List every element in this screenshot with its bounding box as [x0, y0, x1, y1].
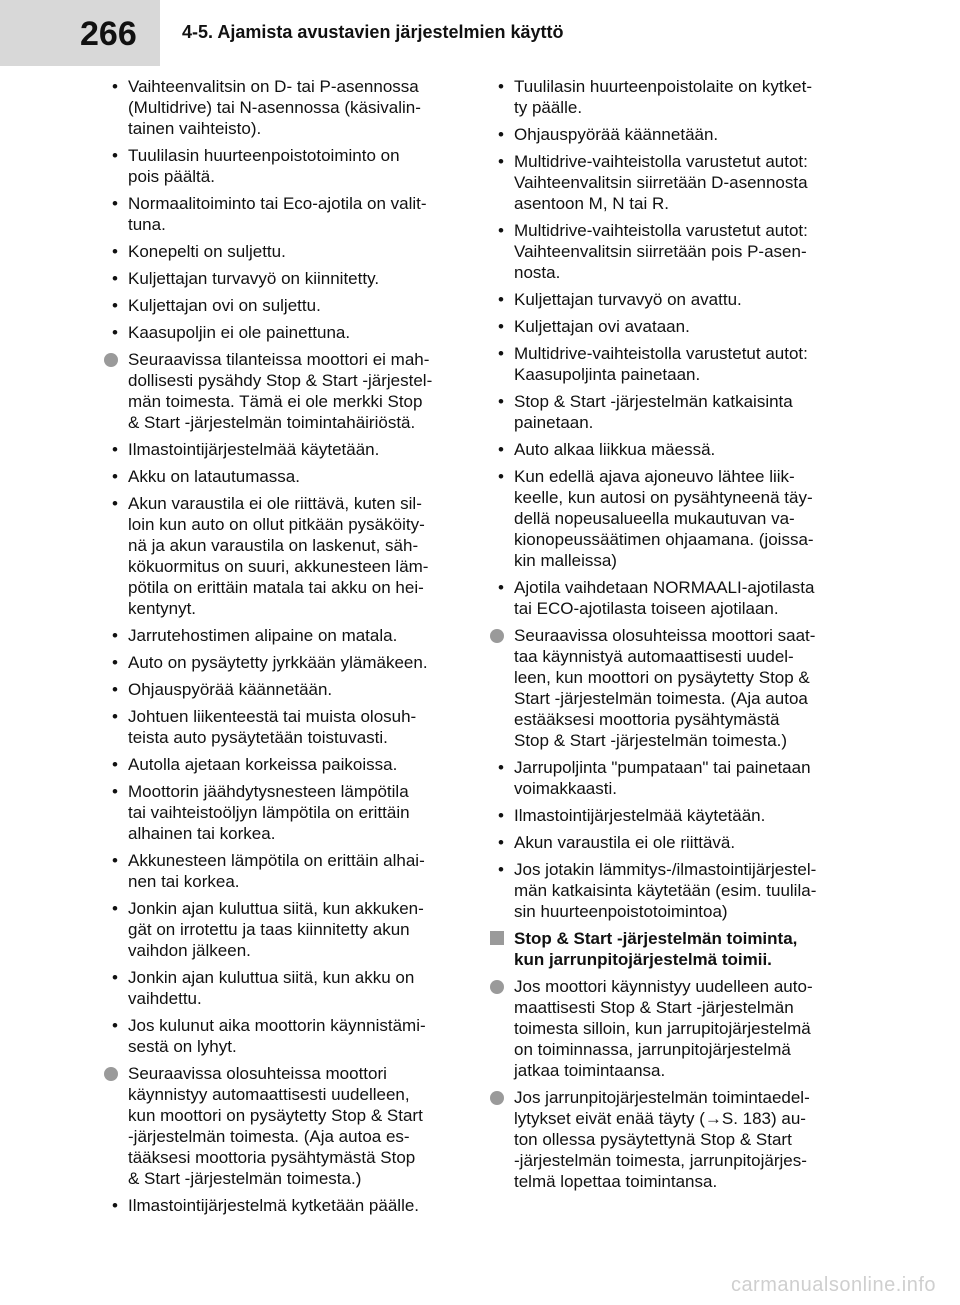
- list-item-text: Akku on latautumassa.: [128, 467, 300, 486]
- circle-bullet-icon: [490, 1091, 504, 1105]
- left-column: [104, 76, 464, 1222]
- bullet-marker: •: [498, 392, 504, 411]
- list-item-text: Stop & Start -järjestelmän toiminta, kun jarrunpitojärjestelmä toimii.: [514, 929, 798, 969]
- list-item: [490, 151, 850, 214]
- list-item-text: Johtuen liikenteestä tai muista olosuh- teista auto pysäytetään toistuvasti.: [128, 707, 417, 747]
- list-item-text: Akun varaustila ei ole riittävä, kuten sil- loin kun auto on ollut pitkään pysäköity- nä ja akun varaustila on laskenut, säh- kökuormitus on suuri, akkunesteen läm- pötila on erittäin matala tai akku on hei- kentynyt.: [128, 494, 429, 618]
- bullet-marker: •: [498, 77, 504, 96]
- list-item-text: Jarrupoljinta "pumpataan" tai painetaan voimakkaasti.: [514, 758, 811, 798]
- list-item-text: Auto alkaa liikkua mäessä.: [514, 440, 716, 459]
- list-item-text: Autolla ajetaan korkeissa paikoissa.: [128, 755, 398, 774]
- bullet-marker: •: [112, 782, 118, 801]
- list-item-text: Akkunesteen lämpötila on erittäin alhai- nen tai korkea.: [128, 851, 425, 891]
- list-item-text: Jos jotakin lämmitys-/ilmastointijärjestel- män katkaisinta käytetään (esim. tuulila- sin huurteenpoistotoimintoa): [514, 860, 817, 921]
- bullet-marker: •: [112, 194, 118, 213]
- bullet-marker: •: [498, 467, 504, 486]
- list-item-text: Jos jarrunpitojärjestelmän toimintaedel- lytykset eivät enää täyty (→S. 183) au- ton ollessa pysäytettynä Stop & Start -järjestelmän toimesta, jarrunpitojärjes- telmä lopettaa toimintansa.: [514, 1088, 810, 1191]
- list-item-text: Jos moottori käynnistyy uudelleen auto- maattisesti Stop & Start -järjestelmän toimesta silloin, kun jarrupitojärjestelmä on toiminnassa, jarrunpitojärjestelmä jatkaa toimintaansa.: [514, 977, 813, 1080]
- bullet-marker: •: [112, 899, 118, 918]
- list-item: [104, 322, 464, 343]
- list-item: [104, 781, 464, 844]
- bullet-marker: •: [112, 680, 118, 699]
- bullet-marker: •: [112, 494, 118, 513]
- circle-bullet-icon: [104, 353, 118, 367]
- list-item: [490, 289, 850, 310]
- circle-bullet-icon: [104, 1067, 118, 1081]
- list-item: [104, 1015, 464, 1057]
- list-item: [490, 832, 850, 853]
- list-item: [104, 625, 464, 646]
- bullet-marker: •: [112, 242, 118, 261]
- list-item-text: Kuljettajan ovi avataan.: [514, 317, 690, 336]
- list-item-text: Ajotila vaihdetaan NORMAALI-ajotilasta tai ECO-ajotilasta toiseen ajotilaan.: [514, 578, 815, 618]
- list-item: [104, 1063, 464, 1189]
- list-item-text: Kuljettajan turvavyö on avattu.: [514, 290, 742, 309]
- list-item-text: Seuraavissa tilanteissa moottori ei mah- dollisesti pysähdy Stop & Start -järjestel- män toimesta. Tämä ei ole merkki Stop & Start -järjestelmän toimintahäiriöstä.: [128, 350, 433, 432]
- list-item-text: Kaasupoljin ei ole painettuna.: [128, 323, 351, 342]
- list-item-text: Seuraavissa olosuhteissa moottori käynnistyy automaattisesti uudelleen, kun moottori on pysäytetty Stop & Start -järjestelmän toimesta. (Aja autoa es- tääksesi moottoria pysähtymästä Stop & Start -järjestelmän toimesta.): [128, 1064, 423, 1188]
- list-item: [490, 577, 850, 619]
- list-item: [104, 76, 464, 139]
- list-item: [104, 754, 464, 775]
- list-item-text: Kuljettajan turvavyö on kiinnitetty.: [128, 269, 380, 288]
- list-item-text: Ilmastointijärjestelmä kytketään päälle.: [128, 1196, 420, 1215]
- list-item: [104, 439, 464, 460]
- subsection-heading: [490, 928, 850, 970]
- list-item: [490, 76, 850, 118]
- list-item: [104, 652, 464, 673]
- bullet-marker: •: [498, 344, 504, 363]
- bullet-marker: •: [112, 755, 118, 774]
- bullet-marker: •: [498, 290, 504, 309]
- list-item-text: Ohjauspyörää käännetään.: [514, 125, 719, 144]
- list-item: [490, 220, 850, 283]
- bullet-marker: •: [112, 1196, 118, 1215]
- list-item: [104, 295, 464, 316]
- list-item: [104, 1195, 464, 1216]
- bullet-marker: •: [498, 152, 504, 171]
- list-item-text: Seuraavissa olosuhteissa moottori saat- taa käynnistyä automaattisesti uudel- leen, kun moottori on pysäytetty Stop & Start -järjestelmän toimesta. (Aja autoa estääksesi moottoria pysähtymästä Stop & Start -järjestelmän toimesta.): [514, 626, 816, 750]
- list-item: [490, 859, 850, 922]
- bullet-marker: •: [498, 440, 504, 459]
- bullet-marker: •: [112, 77, 118, 96]
- bullet-marker: •: [112, 1016, 118, 1035]
- list-item: [104, 466, 464, 487]
- list-item: [490, 466, 850, 571]
- list-item-text: Jarrutehostimen alipaine on matala.: [128, 626, 398, 645]
- list-item: [490, 976, 850, 1081]
- list-item-text: Multidrive-vaihteistolla varustetut autot: Vaihteenvalitsin siirretään pois P-asen- nosta.: [514, 221, 808, 282]
- list-item-text: Jos kulunut aika moottorin käynnistämi- sestä on lyhyt.: [128, 1016, 426, 1056]
- list-item: [490, 316, 850, 337]
- bullet-marker: •: [112, 707, 118, 726]
- list-item: [490, 343, 850, 385]
- bullet-marker: •: [498, 860, 504, 879]
- list-item: [490, 625, 850, 751]
- square-heading-icon: [490, 931, 504, 945]
- list-item-text: Akun varaustila ei ole riittävä.: [514, 833, 736, 852]
- list-item-text: Jonkin ajan kuluttua siitä, kun akku on vaihdettu.: [128, 968, 415, 1008]
- bullet-marker: •: [498, 221, 504, 240]
- bullet-marker: •: [112, 146, 118, 165]
- list-item-text: Moottorin jäähdytysnesteen lämpötila tai vaihteistoöljyn lämpötila on erittäin alhainen tai korkea.: [128, 782, 410, 843]
- list-item: [104, 706, 464, 748]
- list-item-text: Tuulilasin huurteenpoistotoiminto on pois päältä.: [128, 146, 400, 186]
- bullet-marker: •: [112, 296, 118, 315]
- circle-bullet-icon: [490, 629, 504, 643]
- bullet-marker: •: [498, 833, 504, 852]
- list-item: [104, 679, 464, 700]
- bullet-marker: •: [112, 323, 118, 342]
- list-item-text: Konepelti on suljettu.: [128, 242, 286, 261]
- list-item: [104, 967, 464, 1009]
- list-item: [104, 193, 464, 235]
- bullet-marker: •: [498, 758, 504, 777]
- bullet-marker: •: [498, 806, 504, 825]
- list-item: [104, 241, 464, 262]
- circle-bullet-icon: [490, 980, 504, 994]
- list-item-text: Vaihteenvalitsin on D- tai P-asennossa (Multidrive) tai N-asennossa (käsivalin- tainen vaihteisto).: [128, 77, 421, 138]
- bullet-marker: •: [498, 578, 504, 597]
- list-item: [104, 850, 464, 892]
- bullet-marker: •: [112, 269, 118, 288]
- bullet-marker: •: [112, 653, 118, 672]
- list-item: [104, 145, 464, 187]
- right-column: [490, 76, 850, 1198]
- list-item-text: Multidrive-vaihteistolla varustetut autot: Vaihteenvalitsin siirretään D-asennosta asentoon M, N tai R.: [514, 152, 808, 213]
- list-item-text: Normaalitoiminto tai Eco-ajotila on valit- tuna.: [128, 194, 427, 234]
- list-item: [104, 268, 464, 289]
- bullet-marker: •: [112, 851, 118, 870]
- list-item-text: Stop & Start -järjestelmän katkaisinta painetaan.: [514, 392, 793, 432]
- list-item-text: Multidrive-vaihteistolla varustetut autot: Kaasupoljinta painetaan.: [514, 344, 808, 384]
- bullet-marker: •: [498, 317, 504, 336]
- bullet-marker: •: [112, 440, 118, 459]
- list-item-text: Kuljettajan ovi on suljettu.: [128, 296, 321, 315]
- list-item: [104, 493, 464, 619]
- list-item: [490, 124, 850, 145]
- list-item-text: Ilmastointijärjestelmää käytetään.: [514, 806, 766, 825]
- bullet-marker: •: [498, 125, 504, 144]
- list-item-text: Kun edellä ajava ajoneuvo lähtee liik- keelle, kun autosi on pysähtyneenä täy- dellä nopeusalueella mukautuvan va- kionopeussäätimen ohjaamana. (joissa- kin malleissa): [514, 467, 814, 570]
- list-item: [490, 391, 850, 433]
- bullet-marker: •: [112, 626, 118, 645]
- bullet-marker: •: [112, 968, 118, 987]
- watermark: carmanualsonline.info: [730, 1274, 936, 1296]
- page-number: 266: [0, 0, 160, 66]
- list-item: [104, 898, 464, 961]
- list-item-text: Auto on pysäytetty jyrkkään ylämäkeen.: [128, 653, 428, 672]
- list-item: [490, 757, 850, 799]
- list-item: [490, 1087, 850, 1192]
- list-item-text: Ilmastointijärjestelmää käytetään.: [128, 440, 380, 459]
- page-header: [0, 0, 960, 66]
- list-item: [490, 805, 850, 826]
- section-title: 4-5. Ajamista avustavien järjestelmien käyttö: [182, 22, 564, 42]
- list-item-text: Tuulilasin huurteenpoistolaite on kytket- ty päälle.: [514, 77, 812, 117]
- bullet-marker: •: [112, 467, 118, 486]
- list-item-text: Ohjauspyörää käännetään.: [128, 680, 333, 699]
- list-item: [490, 439, 850, 460]
- list-item: [104, 349, 464, 433]
- list-item-text: Jonkin ajan kuluttua siitä, kun akkuken- gät on irrotettu ja taas kiinnitetty akun vaihdon jälkeen.: [128, 899, 424, 960]
